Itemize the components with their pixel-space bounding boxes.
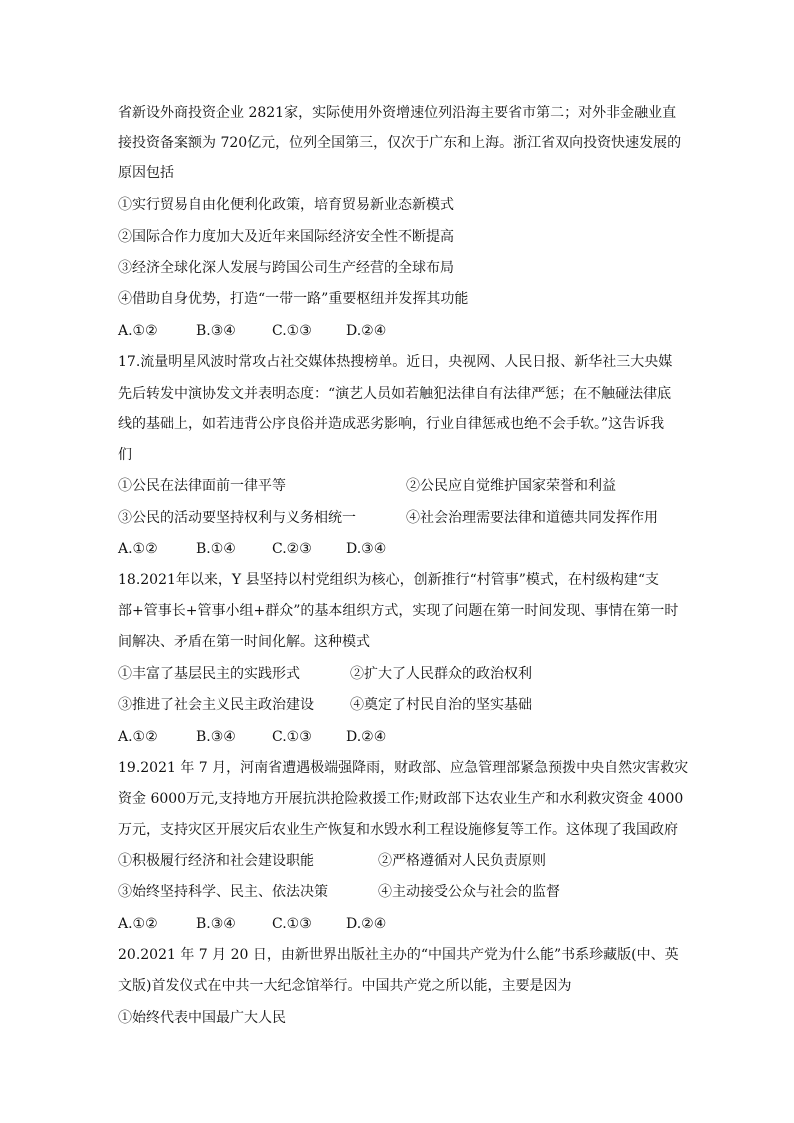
q17-line-2: 先后转发中演协发文并表明态度：“演艺人员如若触犯法律自有法律严惩；在不触碰法律底: [118, 386, 672, 402]
intro-choice-a: A.①②: [118, 323, 158, 339]
q19-item-3: ③始终坚持科学、民主、依法决策: [118, 884, 328, 900]
q18-item-3: ③推进了社会主义民主政治建设: [118, 697, 314, 713]
q19-item-1: ①积极履行经济和社会建设职能: [118, 853, 314, 869]
q18-item-4: ④奠定了村民自治的坚实基础: [350, 697, 532, 713]
intro-item-1: ①实行贸易自由化便利化政策，培育贸易新业态新模式: [118, 197, 454, 213]
q18-item-2: ②扩大了人民群众的政治权利: [350, 666, 532, 682]
q18-item-1: ①丰富了基层民主的实践形式: [118, 666, 300, 682]
q19-line-1: 19.2021 年 7 月，河南省遭遇极端强降雨，财政部、应急管理部紧急预拨中央自然灾害救灾: [118, 760, 689, 776]
q19-choice-a: A.①②: [118, 916, 158, 932]
q17-choice-a: A.①②: [118, 541, 158, 557]
q17-line-3: 线的基础上，如若违背公序良俗并造成恶劣影响，行业自律惩戒也绝不会手软。”这告诉我: [118, 416, 665, 432]
q19-choice-c: C.①③: [272, 916, 312, 932]
q18-line-1: 18.2021年以来，Y 县坚持以村党组织为核心，创新推行“村管事”模式，在村级构建“支: [118, 572, 660, 588]
q20-item-1: ①始终代表中国最广大人民: [118, 1010, 286, 1026]
intro-item-3: ③经济全球化深人发展与跨国公司生产经营的全球布局: [118, 260, 454, 276]
q17-item-1: ①公民在法律面前一律平等: [118, 478, 286, 494]
q17-item-4: ④社会治理需要法律和道德共同发挥作用: [406, 510, 658, 526]
q18-line-2: 部+管事长+管事小组+群众”的基本组织方式，实现了问题在第一时间发现、事情在第一时: [118, 603, 679, 619]
intro-choice-b: B.③④: [196, 323, 236, 339]
q17-choice-c: C.②③: [272, 541, 312, 557]
q18-choice-d: D.②④: [346, 729, 387, 745]
intro-line-3: 原因包括: [118, 165, 174, 181]
q20-line-2: 文版)首发仪式在中共一大纪念馆举行。中国共产党之所以能，主要是因为: [118, 978, 572, 994]
intro-line-1: 省新设外商投资企业 2821家，实际使用外资增速位列沿海主要省市第二；对外非金融业直: [118, 105, 677, 121]
q19-item-4: ④主动接受公众与社会的监督: [378, 884, 560, 900]
intro-item-4: ④借助自身优势，打造“一带一路”重要枢纽并发挥其功能: [118, 291, 469, 307]
q17-choice-b: B.①④: [196, 541, 236, 557]
q18-choice-c: C.①③: [272, 729, 312, 745]
intro-item-2: ②国际合作力度加大及近年来国际经济安全性不断提高: [118, 229, 454, 245]
q18-choice-b: B.③④: [196, 729, 236, 745]
q20-line-1: 20.2021 年 7 月 20 日，由新世界出版社主办的“中国共产党为什么能”书系珍藏版(中、英: [118, 947, 679, 963]
q19-item-2: ②严格遵循对人民负责原则: [378, 853, 546, 869]
q17-item-3: ③公民的活动要坚持权利与义务相统一: [118, 510, 356, 526]
q19-line-2: 资金 6000万元,支持地方开展抗洪抢险救援工作;财政部下达农业生产和水利救灾资金 4000: [118, 791, 684, 807]
q19-choice-d: D.②④: [346, 916, 387, 932]
q19-choice-b: B.③④: [196, 916, 236, 932]
q17-line-4: 们: [118, 447, 132, 463]
q17-item-2: ②公民应自觉维护国家荣誉和利益: [406, 478, 616, 494]
intro-choice-d: D.②④: [346, 323, 387, 339]
q18-choice-a: A.①②: [118, 729, 158, 745]
q18-line-3: 间解决、矛盾在第一时间化解。这种模式: [118, 634, 370, 650]
intro-choice-c: C.①③: [272, 323, 312, 339]
q19-line-3: 万元，支持灾区开展灾后农业生产恢复和水毁水利工程设施修复等工作。这体现了我国政府: [118, 822, 678, 838]
q17-choice-d: D.③④: [346, 541, 387, 557]
intro-line-2: 接投资备案额为 720亿元，位列全国第三，仅次于广东和上海。浙江省双向投资快速发展的: [118, 135, 682, 151]
q17-line-1: 17.流量明星风波时常攻占社交媒体热搜榜单。近日，央视网、人民日报、新华社三大央媒: [118, 354, 673, 370]
